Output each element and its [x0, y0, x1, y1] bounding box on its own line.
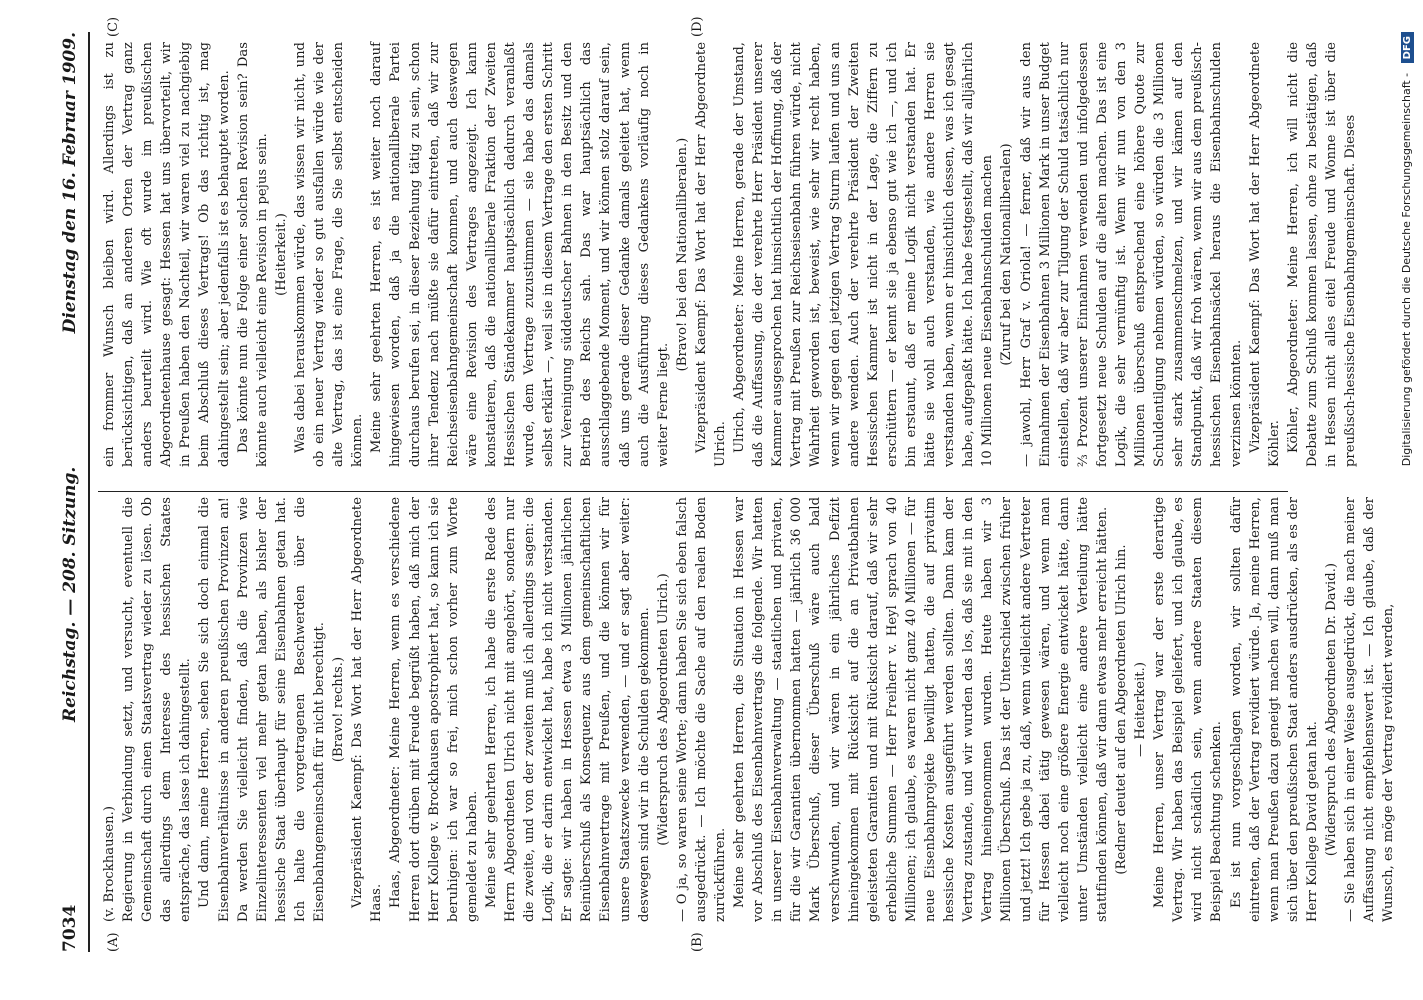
speech-paragraph: ein frommer Wunsch bleiben wird. Allerdings ist zu berücksichtigen, daß an anderen Orten der Vertrag ganz anders beurteilt wird. Wie oft wurde im preußischen Abgeordnetenhause gesagt: Hessen hat uns übervorteilt, wir in Preußen haben den Nachteil, wir waren viel zu nachgiebig beim Abschluß dieses Vertrags! Ob das richtig ist, mag dahingestellt sein; aber jedenfalls ist es behauptet worden.	[102, 42, 232, 467]
speech-paragraph: Was dabei herauskommen würde, das wissen wir nicht, und ob ein neuer Vertrag wieder so gut ausfallen würde wie der alte Vertrag, das ist eine Frage, die Sie selbst entscheiden können.	[292, 42, 366, 467]
margin-marker-d: (D)	[690, 16, 705, 37]
interjection: (Heiterkeit.)	[273, 213, 289, 296]
rotated-page	[40, 12, 1423, 972]
speech-paragraph: Es ist nun vorgeschlagen worden, wir sollten dafür eintreten, daß der Vertrag revidiert würde. Ja, meine Herren, wenn man Preußen dazu geneigt machen will, dann muß man sich über den preußischen Staat anders ausdrücken, als es der Herr Kollege David getan hat.	[1228, 497, 1320, 922]
speech-paragraph: Meine sehr geehrten Herren, ich habe die erste Rede des Herrn Abgeordneten Ulrich nicht mit angehört, sondern nur die zweite, und von der zweiten muß ich allerdings sagen: die Logik, die er darin entwickelt hat, habe ich nicht verstanden. Er sagte: wir haben in Hessen etwa 3 Millionen jährlichen Reinüberschuß als Konsequenz aus dem gemeinschaftlichen Eisenbahnvertrage mit Preußen, und die können wir für unsere Staatszwecke verwenden, — und er sagt aber weiter: deswegen sind wir in die Schulden gekommen.	[483, 497, 652, 922]
interjection: (Widerspruch des Abgeordneten Ulrich.)	[655, 573, 671, 846]
credit-text: Digitalisierung gefördert durch die Deutsche Forschungsgemeinschaft -	[1400, 72, 1413, 467]
margin-marker-b: (B)	[690, 932, 705, 952]
speaker-announcement: Vizepräsident Kaempf: Das Wort hat der Herr Abgeordnete Haas.	[350, 497, 385, 922]
left-column	[100, 497, 1398, 922]
paragraph: Und dann, meine Herren, sehen Sie sich doch einmal die Eisenbahnverhältnisse in anderen preußischen Provinzen an! Da werden Sie vielleicht finden, daß die Provinzen wie Einzelinteressenten viel mehr getan haben, als bisher der hessische Staat überhaupt für seine Eisenbahnen getan hat. Ich halte die vorgetragenen Beschwerden über die Eisenbahngemeinschaft für nicht berechtigt.	[197, 497, 328, 922]
interjection: — Heiterkeit.)	[1133, 662, 1149, 757]
paragraph: (v. Brockhausen.)	[102, 805, 117, 922]
right-column	[100, 42, 1360, 467]
header-title-right: Dienstag den 16. Februar 1909.	[60, 32, 80, 334]
interjection: (Redner deutet auf den Abgeordneten Ulrich hin.	[1113, 544, 1129, 875]
speech-paragraph: — jawohl, Herr Graf v. Oriola! — ferner, daß wir aus den Einnahmen der Eisenbahnen 3 Millionen Mark in unser Budget einstellen, daß wir aber zur Tilgung der Schuld tatsächlich nur ⅔ Prozent unserer Einnahmen verwenden und infolgedessen fortgesetzt neue Schulden auf die alten machen. Das ist eine Logik, die sehr vernünftig ist. Wenn wir nun von den 3 Millionen überschuß entsprechend eine höhere Quote zur Schuldentilgung nehmen würden, so würden die 3 Millionen sehr stark zusammenschmelzen, und wir kämen auf den Standpunkt, daß wir froh wären, wenn wir aus dem preußisch-hessischen Eisenbahnsäckel heraus die Eisenbahnschulden verzinsen könnten.	[1018, 42, 1244, 467]
speech-paragraph: — O ja, so waren seine Worte; dann haben Sie sich eben falsch ausgedrückt. — Ich möchte die Sache auf den realen Boden zurückführen.	[674, 497, 728, 922]
speech-paragraph: Meine sehr geehrten Herren, es ist weiter noch darauf hingewiesen worden, daß ja die nationalliberale Partei durchaus berufen sei, in dieser Beziehung tätig zu sein, schon ihrer Tendenz nach müßte sie dafür eintreten, daß wir zur Reichseisenbahngemeinschaft kommen, und auch deswegen wäre eine Revision des Vertrages angezeigt. Ich kann konstatieren, daß die nationalliberale Fraktion der Zweiten Hessischen Ständekammer hauptsächlich dadurch veranlaßt wurde, dem Vertrage zuzustimmen — sie habe das damals selbst erklärt —, weil sie in diesem Vertrage den ersten Schritt zur Vereinigung süddeutscher Bahnen in den Besitz und den Betrieb des Reichs sah. Das war hauptsächlich das ausschlaggebende Moment, und wir können stolz darauf sein, daß uns gerade dieser Gedanke damals geleitet hat, wenn auch die Ausführung dieses Gedankens vorläufig noch in weiter Ferne liegt.	[369, 42, 671, 467]
speaker-announcement: Vizepräsident Kaempf: Das Wort hat der Herr Abgeordnete Ulrich.	[693, 42, 728, 467]
margin-marker-a: (A)	[106, 932, 121, 952]
speaker-announcement: Vizepräsident Kaempf: Das Wort hat der Herr Abgeordnete Köhler.	[1247, 42, 1282, 467]
column-divider	[98, 491, 1288, 492]
paragraph: Regierung in Verbindung setzt, und versucht, eventuell die Gemeinschaft durch einen Staatsvertrag wieder zu lösen. Ob das allerdings dem Interesse des hessischen Staates entspräche, das lasse ich dahingestellt.	[121, 497, 194, 922]
speech-paragraph: Ulrich, Abgeordneter: Meine Herren, gerade der Umstand, daß die Auffassung, die der verehrte Herr Präsident unserer Kammer ausgesprochen hat hinsichtlich der Hoffnung, daß der Vertrag mit Preußen zur Reichseisenbahn führen würde, nicht Wahrheit geworden ist, beweist, wie sehr wir recht haben, wenn wir gegen den jetzigen Vertrag Sturm laufen und uns an andere wenden. Auch der verehrte Präsident der Zweiten Hessischen Kammer ist nicht in der Lage, die Ziffern zu erschüttern — er kennt sie ja ebenso gut wie ich —, und ich bin erstaunt, daß er meine Logik nicht verstanden hat. Er hätte sie wohl auch verstanden, wie andere Herren sie verstanden haben, wenn er hinsichtlich dessen, was ich gesagt habe, aufgepaßt hätte. Ich habe festgestellt, daß wir alljährlich 10 Millionen neue Eisenbahnschulden machen	[732, 42, 996, 467]
interjection: (Zuruf bei den Nationalliberalen)	[999, 143, 1015, 366]
dfg-logo: DFG	[1401, 32, 1414, 63]
speech-paragraph: Das könnte nun die Folge einer solchen Revision sein? Das könnte auch vielleicht eine Revision in pejus sein.	[235, 42, 270, 467]
interjection: (Bravo! rechts.)	[331, 656, 347, 763]
header-title-left: Reichstag. — 208. Sitzung.	[60, 466, 80, 722]
interjection: (Widerspruch des Abgeordneten Dr. David.)	[1324, 562, 1339, 857]
margin-marker-c: (C)	[106, 16, 121, 37]
page-number: 7034	[60, 904, 80, 952]
speech-paragraph: Meine Herren, unser Vertrag war der erste derartige Vertrag. Wir haben das Beispiel geliefert, und ich glaube, es wird nicht schädlich sein, wenn andere Staaten diesem Beispiel Beachtung schenken.	[1152, 497, 1225, 922]
digitization-credit	[1400, 12, 1414, 972]
speech-paragraph: Köhler, Abgeordneter: Meine Herren, ich will nicht die Debatte zum Schluß kommen lassen, ohne zu bestätigen, daß in Hessen nicht alles eitel Freude und Wonne ist über die preußisch-hessische Eisenbahngemeinschaft. Dieses	[1285, 42, 1359, 467]
speech-paragraph: — Sie haben sich in einer Weise ausgedrückt, die nach meiner Auffassung nicht empfehlenswert ist. — Ich glaube, daß der Wunsch, es möge der Vertrag revidiert werden,	[1343, 497, 1397, 922]
page-header	[58, 32, 90, 952]
speech-paragraph: Meine sehr geehrten Herren, die Situation in Hessen war vor Abschluß des Eisenbahnvertrags die folgende. Wir hatten in unserer Eisenbahnverwaltung — staatlichen und privaten, für die wir Garantien übernommen hatten — jährlich 36 000 Mark Überschuß, dieser Überschuß wäre auch bald verschwunden, und wir wären in ein jährliches Defizit hineingekommen mit Rücksicht auf die an Privatbahnen geleisteten Garantien und mit Rücksicht darauf, daß wir sehr erhebliche Summen — Herr Freiherr v. Heyl sprach von 40 Millionen; ich glaube, es waren nicht ganz 40 Millionen — für neue Eisenbahnprojekte bewilligt hatten, die auf privatim hessische Kosten ausgeführt werden sollten. Dann kam der Vertrag zustande, und wir wurden das los, daß sie mit in den Vertrag hineingenommen wurden. Heute haben wir 3 Millionen Überschuß. Das ist der Unterschied zwischen früher und jetzt! Ich gebe ja zu, daß, wenn vielleicht andere Vertreter für Hessen dabei tätig gewesen wären, und wenn man vielleicht noch eine größere Energie entwickelt hätte, dann unter Umständen vielleicht eine andere Verteilung hätte stattfinden können, daß wir dann etwas mehr erreicht hätten.	[732, 497, 1110, 922]
speech-paragraph: Haas, Abgeordneter: Meine Herren, wenn es verschiedene Herren dort drüben mit Freude begrüßt haben, daß mich der Herr Kollege v. Brockhausen apostrophiert hat, so kann ich sie beruhigen: ich war so frei, mich schon vorher zum Worte gemeldet zu haben.	[388, 497, 480, 922]
interjection: (Bravo! bei den Nationalliberalen.)	[674, 137, 690, 372]
